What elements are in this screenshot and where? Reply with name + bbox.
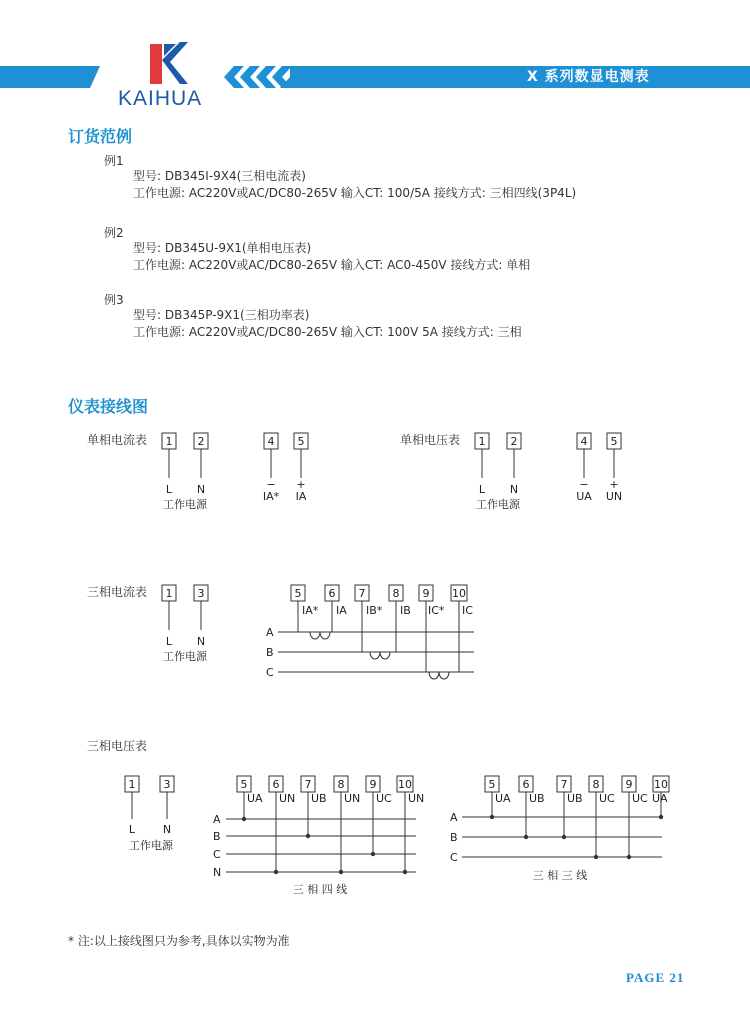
terminal-number: 5 xyxy=(610,435,618,448)
phase-label: N xyxy=(213,866,222,879)
terminal-label: UN xyxy=(408,792,425,805)
terminal-label: UC xyxy=(376,792,392,805)
polarity-sign: + xyxy=(609,478,619,491)
order-section-title: 订货范例 xyxy=(68,127,133,146)
phase-label: C xyxy=(450,851,458,864)
terminal-number: 6 xyxy=(272,778,280,791)
three-current-power-diagram xyxy=(150,580,250,670)
terminal-label: UC xyxy=(632,792,648,805)
power-label: 工作电源 xyxy=(163,650,207,663)
terminal-label: N xyxy=(196,635,206,648)
diagram-title: 单相电流表 xyxy=(87,433,148,447)
terminal-label: UB xyxy=(529,792,545,805)
terminal-number: 7 xyxy=(304,778,312,791)
diagram-title: 三相电流表 xyxy=(87,585,148,599)
terminal-label: L xyxy=(165,635,173,648)
wiring-section-title: 仪表接线图 xyxy=(68,397,149,416)
power-label: 工作电源 xyxy=(476,498,520,511)
terminal-number: 10 xyxy=(654,778,668,791)
terminal-label: UN xyxy=(279,792,296,805)
example-model: 型号: DB345P-9X1(三相功率表) xyxy=(133,308,310,322)
page-number: PAGE 21 xyxy=(626,970,685,985)
terminal-label: UN xyxy=(344,792,361,805)
banner-right xyxy=(280,66,750,88)
terminal-label: IB* xyxy=(366,604,383,617)
terminal-number: 7 xyxy=(358,587,366,600)
terminal-number: 2 xyxy=(197,435,205,448)
series-title: X 系列数显电测表 xyxy=(527,69,650,85)
header-banner xyxy=(0,0,750,115)
three-voltage-three-wire-diagram xyxy=(448,771,673,886)
phase-label: C xyxy=(266,666,274,679)
phase-label: B xyxy=(213,830,221,843)
terminal-number: 5 xyxy=(240,778,248,791)
terminal-label: UA xyxy=(495,792,511,805)
example-label: 例1 xyxy=(104,154,124,168)
banner-left xyxy=(0,66,100,88)
terminal-number: 6 xyxy=(522,778,530,791)
diagram-caption: 三 相 三 线 xyxy=(532,869,588,882)
terminal-label: UA xyxy=(652,792,668,805)
phase-label: B xyxy=(266,646,274,659)
terminal-number: 4 xyxy=(267,435,275,448)
terminal-number: 9 xyxy=(422,587,430,600)
three-voltage-four-wire-diagram xyxy=(210,771,435,901)
terminal-number: 1 xyxy=(128,778,136,791)
terminal-number: 10 xyxy=(398,778,412,791)
terminal-label: L xyxy=(165,483,173,496)
single-current-diagram xyxy=(150,428,340,518)
terminal-number: 2 xyxy=(510,435,518,448)
example-model: 型号: DB345U-9X1(单相电压表) xyxy=(133,241,312,255)
terminal-number: 9 xyxy=(369,778,377,791)
example-label: 例2 xyxy=(104,226,124,240)
footnote: * 注:以上接线图只为参考,具体以实物为准 xyxy=(68,934,290,948)
example-spec: 工作电源: AC220V或AC/DC80-265V 输入CT: 100/5A 接线方式: 三相四线(3P4L) xyxy=(133,186,577,200)
terminal-number: 6 xyxy=(328,587,336,600)
terminal-label: IA xyxy=(295,490,307,503)
example-label: 例3 xyxy=(104,293,124,307)
polarity-sign: − xyxy=(579,478,589,491)
terminal-label: L xyxy=(478,483,486,496)
phase-label: B xyxy=(450,831,458,844)
terminal-label: N xyxy=(196,483,206,496)
example-spec: 工作电源: AC220V或AC/DC80-265V 输入CT: 100V 5A 接线方式: 三相 xyxy=(133,325,522,339)
three-current-wiring-diagram xyxy=(258,580,488,690)
power-label: 工作电源 xyxy=(129,839,173,852)
terminal-number: 10 xyxy=(452,587,466,600)
terminal-number: 3 xyxy=(197,587,205,600)
terminal-number: 8 xyxy=(337,778,345,791)
brand-name: KAIHUA xyxy=(118,87,203,110)
phase-label: A xyxy=(450,811,458,824)
terminal-number: 8 xyxy=(592,778,600,791)
terminal-label: IC xyxy=(462,604,473,617)
three-voltage-power-diagram xyxy=(113,771,213,861)
diagram-title: 单相电压表 xyxy=(400,433,461,447)
phase-label: A xyxy=(266,626,274,639)
terminal-label: IA* xyxy=(262,490,280,503)
terminal-number: 1 xyxy=(478,435,486,448)
terminal-label: UA xyxy=(576,490,592,503)
kaihua-logo-icon xyxy=(148,40,188,86)
polarity-sign: + xyxy=(296,478,306,491)
phase-label: A xyxy=(213,813,221,826)
terminal-label: UB xyxy=(567,792,583,805)
example-model: 型号: DB345I-9X4(三相电流表) xyxy=(133,169,306,183)
diagram-caption: 三 相 四 线 xyxy=(292,883,348,896)
terminal-number: 8 xyxy=(392,587,400,600)
terminal-label: N xyxy=(162,823,172,836)
terminal-number: 1 xyxy=(165,435,173,448)
terminal-label: UA xyxy=(247,792,263,805)
terminal-number: 3 xyxy=(163,778,171,791)
terminal-label: UB xyxy=(311,792,327,805)
terminal-number: 5 xyxy=(488,778,496,791)
power-label: 工作电源 xyxy=(163,498,207,511)
terminal-number: 5 xyxy=(297,435,305,448)
terminal-number: 7 xyxy=(560,778,568,791)
terminal-label: IC* xyxy=(428,604,445,617)
terminal-number: 1 xyxy=(165,587,173,600)
terminal-number: 9 xyxy=(625,778,633,791)
terminal-label: L xyxy=(128,823,136,836)
phase-label: C xyxy=(213,848,221,861)
terminal-label: IA* xyxy=(302,604,319,617)
polarity-sign: − xyxy=(266,478,276,491)
terminal-number: 4 xyxy=(580,435,588,448)
terminal-number: 5 xyxy=(294,587,302,600)
terminal-label: UC xyxy=(599,792,615,805)
single-voltage-diagram xyxy=(463,428,653,518)
terminal-label: IB xyxy=(400,604,411,617)
example-spec: 工作电源: AC220V或AC/DC80-265V 输入CT: AC0-450V 接线方式: 单相 xyxy=(133,258,531,272)
diagram-title: 三相电压表 xyxy=(87,739,148,753)
terminal-label: UN xyxy=(605,490,623,503)
terminal-label: N xyxy=(509,483,519,496)
terminal-label: IA xyxy=(336,604,347,617)
